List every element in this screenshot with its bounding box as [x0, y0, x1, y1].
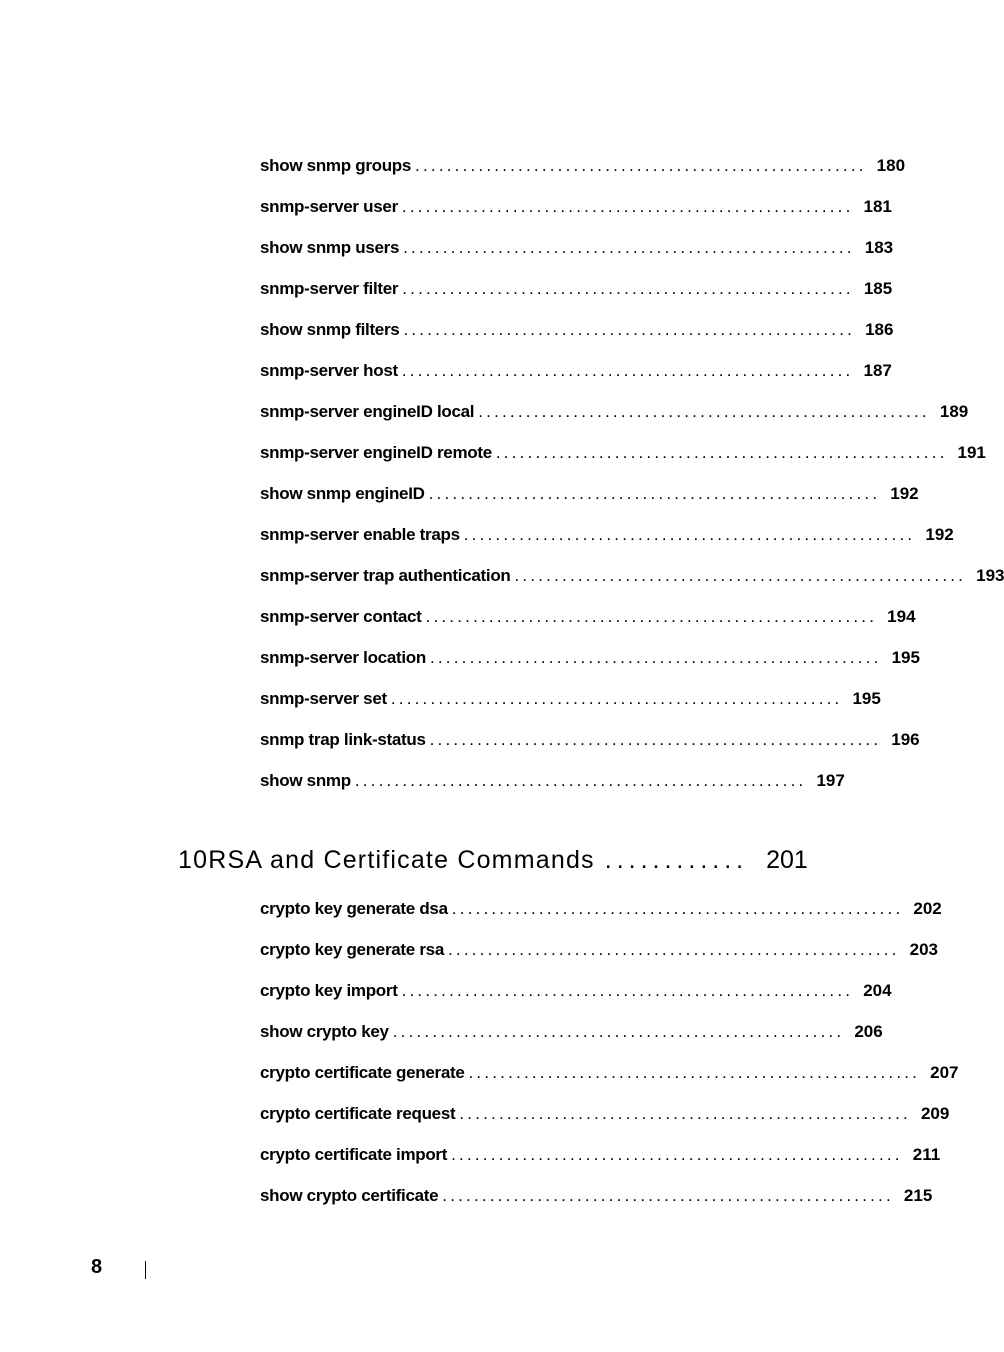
- toc-entry[interactable]: [260, 277, 893, 301]
- toc-entry[interactable]: [260, 400, 969, 424]
- entry-page: 204: [863, 981, 892, 1000]
- entry-title: show crypto key: [260, 1022, 389, 1041]
- entry-title: crypto certificate import: [260, 1145, 448, 1164]
- dot-leader: .........................................................: [447, 940, 900, 959]
- entry-page: 206: [854, 1022, 883, 1041]
- chapter-title: RSA and Certificate Commands: [208, 846, 595, 874]
- toc-entry[interactable]: [260, 979, 892, 1003]
- toc-entry[interactable]: [260, 195, 892, 219]
- entry-page: 194: [887, 607, 916, 626]
- dot-leader: .........................................................: [401, 361, 854, 380]
- entry-title: snmp-server host: [260, 361, 398, 380]
- toc-entry[interactable]: [260, 359, 892, 383]
- entry-title: show snmp users: [260, 238, 400, 257]
- toc-entry[interactable]: [260, 687, 881, 711]
- entry-page: 196: [891, 730, 920, 749]
- footer-divider: [145, 1261, 146, 1279]
- entry-title: crypto key generate dsa: [260, 899, 448, 918]
- dot-leader: .........................................................: [354, 771, 807, 790]
- entry-title: crypto certificate generate: [260, 1063, 465, 1082]
- entry-page: 203: [909, 940, 938, 959]
- entry-page: 207: [930, 1063, 959, 1082]
- dot-leader: .........................................................: [390, 689, 843, 708]
- toc-entry[interactable]: [260, 1061, 959, 1085]
- entry-page: 195: [852, 689, 881, 708]
- entry-title: snmp-server trap authentication: [260, 566, 511, 585]
- chapter-number: 10: [178, 846, 209, 874]
- entry-page: 197: [816, 771, 845, 790]
- entry-page: 186: [865, 320, 894, 339]
- entry-title: show snmp engineID: [260, 484, 425, 503]
- entry-title: crypto key generate rsa: [260, 940, 444, 959]
- toc-entry[interactable]: [260, 1143, 941, 1167]
- toc-entry[interactable]: [260, 938, 938, 962]
- entry-page: 189: [939, 402, 969, 421]
- entry-page: 180: [876, 156, 906, 175]
- entry-page: 187: [863, 361, 892, 380]
- dot-leader: .........................................................: [478, 402, 930, 421]
- dot-leader: .........................................................: [403, 320, 856, 339]
- toc-entry[interactable]: [260, 154, 906, 178]
- entry-page: 192: [925, 525, 954, 544]
- dot-leader: .........................................................: [429, 648, 882, 667]
- toc-entry[interactable]: [260, 318, 894, 342]
- dot-leader: .........................................................: [442, 1186, 894, 1205]
- dot-leader: .........................................................: [514, 566, 967, 585]
- entry-title: snmp-server location: [260, 648, 426, 667]
- entry-title: show crypto certificate: [260, 1186, 439, 1205]
- toc-entry[interactable]: [260, 1020, 883, 1044]
- entry-title: show snmp: [260, 771, 351, 790]
- toc-entry[interactable]: [260, 728, 920, 752]
- dot-leader: .........................................................: [468, 1063, 921, 1082]
- dot-leader: .........................................................: [415, 156, 867, 175]
- toc-entry[interactable]: [260, 897, 942, 921]
- dot-leader: .........................................................: [428, 484, 881, 503]
- entry-title: snmp-server contact: [260, 607, 422, 626]
- entry-title: show snmp filters: [260, 320, 400, 339]
- toc-entry[interactable]: [260, 1102, 950, 1126]
- entry-title: snmp trap link-status: [260, 730, 426, 749]
- dot-leader: .........................................................: [429, 730, 882, 749]
- chapter-heading[interactable]: [178, 842, 808, 878]
- entry-title: snmp-server engineID remote: [260, 443, 492, 462]
- entry-page: 202: [913, 899, 942, 918]
- dot-leader: .........................................................: [425, 607, 878, 626]
- toc-entry[interactable]: [260, 564, 1004, 588]
- dot-leader: .........................................................: [401, 197, 854, 216]
- dot-leader: .........................................................: [392, 1022, 845, 1041]
- toc-entry[interactable]: [260, 1184, 933, 1208]
- toc-entry[interactable]: [260, 769, 845, 793]
- entry-page: 185: [863, 279, 893, 298]
- entry-title: crypto key import: [260, 981, 398, 1000]
- entry-page: 209: [920, 1104, 950, 1123]
- entry-page: 193: [976, 566, 1004, 585]
- page-number: 8: [91, 1256, 103, 1278]
- dot-leader: .........................................................: [463, 525, 916, 544]
- entry-page: 195: [891, 648, 920, 667]
- dot-leader: .........................................................: [495, 443, 948, 462]
- dot-leader: ............: [604, 846, 749, 874]
- toc-entry[interactable]: [260, 441, 986, 465]
- entry-page: 215: [903, 1186, 933, 1205]
- toc-entry[interactable]: [260, 605, 916, 629]
- toc-entry[interactable]: [260, 482, 919, 506]
- toc-entry[interactable]: [260, 646, 920, 670]
- entry-page: 191: [957, 443, 986, 462]
- entry-title: snmp-server engineID local: [260, 402, 475, 421]
- entry-title: snmp-server set: [260, 689, 387, 708]
- dot-leader: .........................................................: [451, 1145, 903, 1164]
- entry-page: 183: [864, 238, 894, 257]
- dot-leader: .........................................................: [401, 981, 854, 1000]
- toc-entry[interactable]: [260, 523, 954, 547]
- entry-title: snmp-server user: [260, 197, 398, 216]
- entry-page: 211: [912, 1145, 941, 1164]
- dot-leader: .........................................................: [459, 1104, 911, 1123]
- entry-title: crypto certificate request: [260, 1104, 456, 1123]
- toc-entry[interactable]: [260, 236, 894, 260]
- dot-leader: .........................................................: [402, 279, 854, 298]
- entry-title: snmp-server enable traps: [260, 525, 460, 544]
- entry-title: snmp-server filter: [260, 279, 399, 298]
- entry-title: show snmp groups: [260, 156, 412, 175]
- dot-leader: .........................................................: [451, 899, 904, 918]
- dot-leader: .........................................................: [403, 238, 855, 257]
- entry-page: 181: [863, 197, 892, 216]
- entry-page: 192: [890, 484, 919, 503]
- chapter-page: 201: [766, 846, 808, 874]
